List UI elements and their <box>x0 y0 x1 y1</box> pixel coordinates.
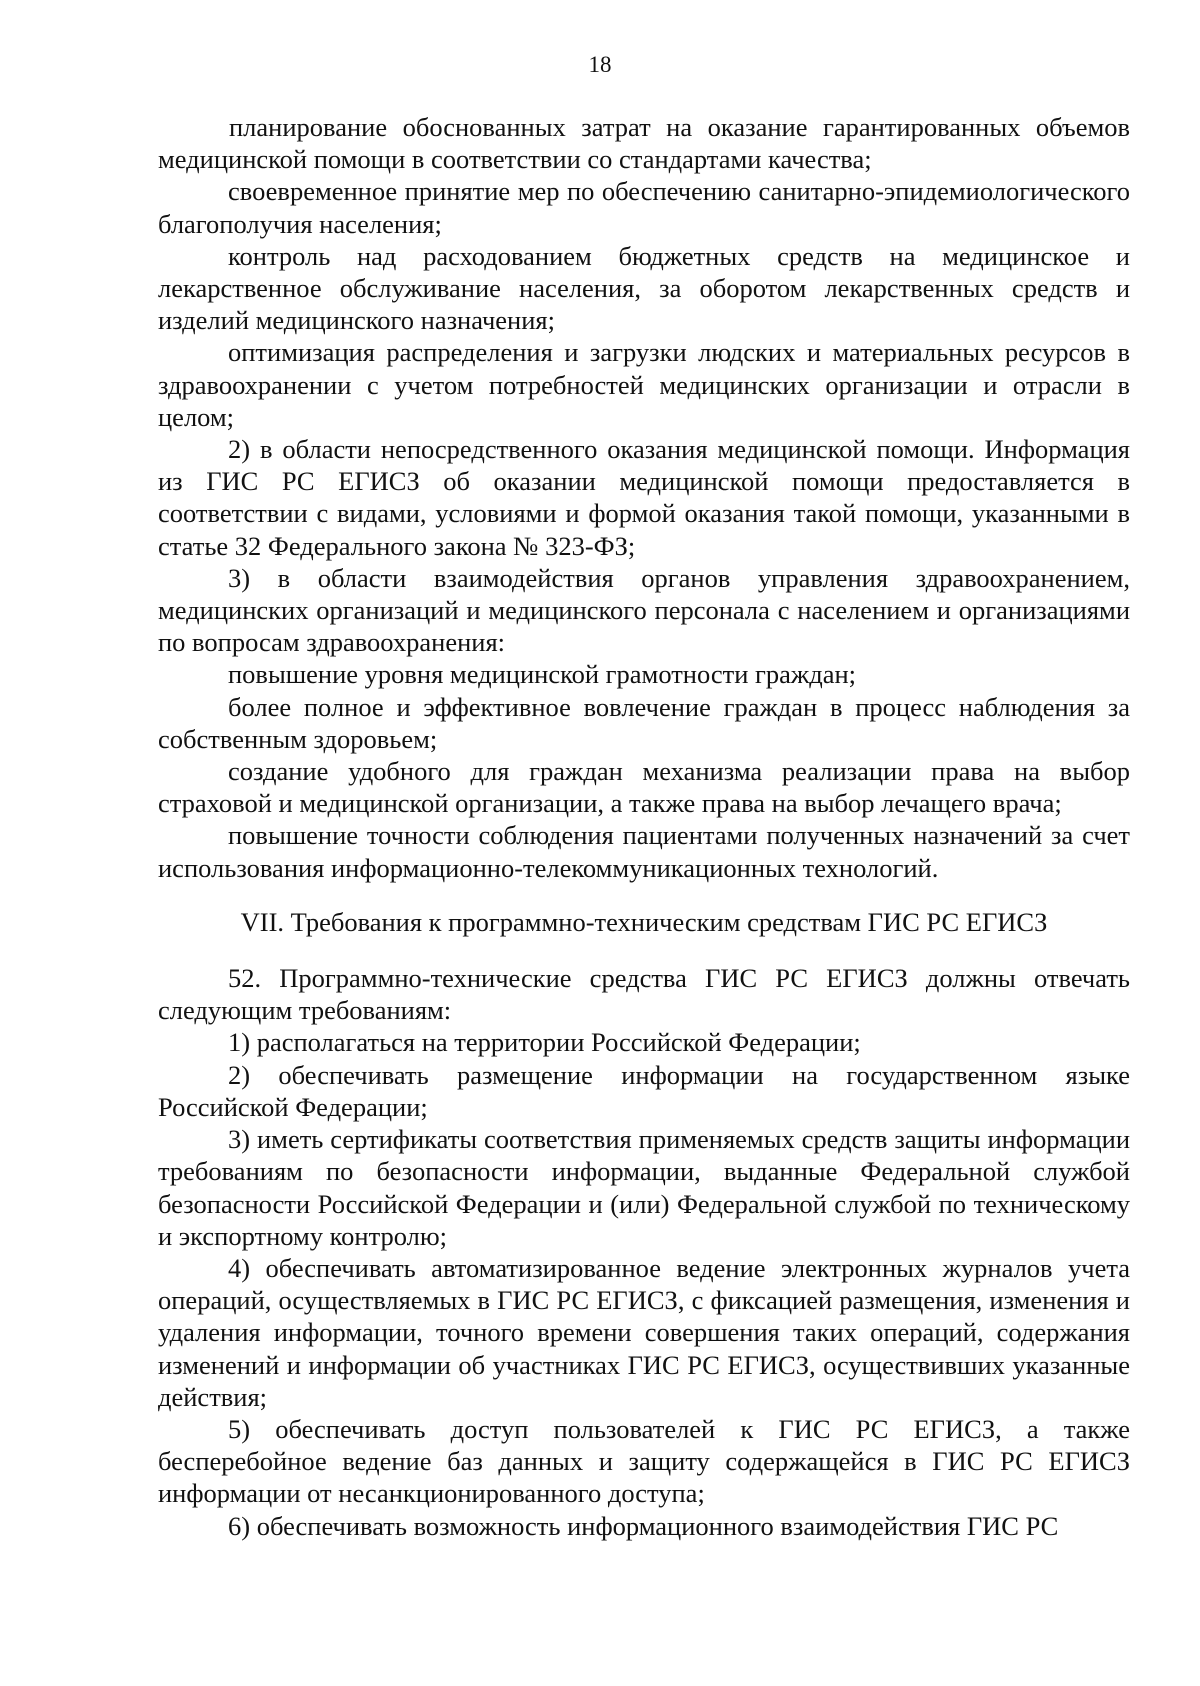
paragraph-item-3: 3) в области взаимодействия органов управления здравоохранением, медицинских организаций и медицинского персонала с населением и организациями по вопросам здравоохранения: <box>158 562 1130 658</box>
page-number: 18 <box>588 52 612 77</box>
paragraph-requirement-3: 3) иметь сертификаты соответствия применяемых средств защиты информации требованиям по безопасности информации, выданные Федеральной службой безопасности Российской Федерации и (или) Федеральной службой по техническому и экспортному контролю; <box>158 1124 1130 1251</box>
paragraph-requirement-1: 1) располагаться на территории Российской Федерации; <box>228 1027 861 1058</box>
paragraph-requirement-2: 2) обеспечивать размещение информации на государственном языке Российской Федерации; <box>158 1059 1130 1122</box>
paragraph-item-52: 52. Программно-технические средства ГИС РС ЕГИСЗ должны отвечать следующим требованиям: <box>158 963 1130 1026</box>
paragraph-literacy: повышение уровня медицинской грамотности граждан; <box>228 659 857 690</box>
paragraph-involvement: более полное и эффективное вовлечение граждан в процесс наблюдения за собственным здоровьем; <box>158 691 1130 754</box>
paragraph-planning: планирование обоснованных затрат на оказание гарантированных объемов медицинской помощи в соответствии со стандартами качества; <box>158 112 1130 175</box>
paragraph-adherence: повышение точности соблюдения пациентами полученных назначений за счет использования информационно-телекоммуникационных технологий. <box>158 820 1130 883</box>
paragraph-requirement-5: 5) обеспечивать доступ пользователей к ГИС РС ЕГИСЗ, а также бесперебойное ведение баз данных и защиту содержащейся в ГИС РС ЕГИСЗ информации от несанкционированного доступа; <box>158 1413 1130 1509</box>
paragraph-budget-control: контроль над расходованием бюджетных средств на медицинское и лекарственное обслуживание населения, за оборотом лекарственных средств и изделий медицинского назначения; <box>158 240 1130 336</box>
document-body <box>158 111 1130 1542</box>
paragraph-item-2: 2) в области непосредственного оказания медицинской помощи. Информация из ГИС РС ЕГИСЗ об оказании медицинской помощи предоставляется в соответствии с видами, условиями и формой оказания такой помощи, указанными в статье 32 Федерального закона № 323-ФЗ; <box>158 434 1130 561</box>
paragraph-choice-mechanism: создание удобного для граждан механизма реализации права на выбор страховой и медицинской организации, а также права на выбор лечащего врача; <box>158 756 1130 819</box>
section-heading: VII. Требования к программно-техническим средствам ГИС РС ЕГИСЗ <box>240 906 1048 937</box>
paragraph-requirement-6: 6) обеспечивать возможность информационного взаимодействия ГИС РС <box>228 1510 1059 1541</box>
paragraph-resource-optimization: оптимизация распределения и загрузки людских и материальных ресурсов в здравоохранении с учетом потребностей медицинских организации и отрасли в целом; <box>158 337 1130 432</box>
paragraph-sanitary-measures: своевременное принятие мер по обеспечению санитарно-эпидемиологического благополучия населения; <box>158 176 1130 239</box>
paragraph-requirement-4: 4) обеспечивать автоматизированное ведение электронных журналов учета операций, осуществляемых в ГИС РС ЕГИСЗ, с фиксацией размещения, изменения и удаления информации, точного времени совершения таких операций, содержания изменений и информации об участниках ГИС РС ЕГИСЗ, осуществивших указанные действия; <box>158 1252 1130 1412</box>
